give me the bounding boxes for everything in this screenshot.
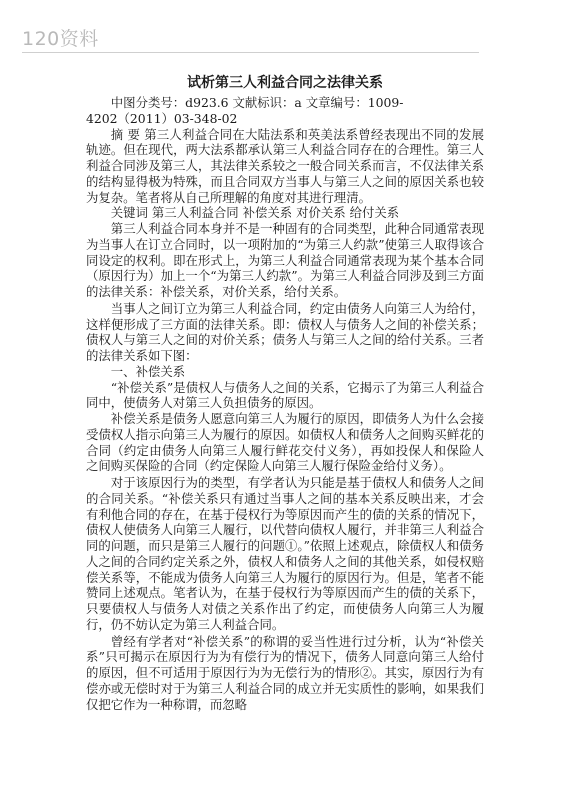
document-page	[86, 74, 484, 712]
keywords-paragraph: 关键词 第三人利益合同 补偿关系 对价关系 给付关系	[110, 205, 400, 221]
body-paragraph: 曾经有学者对“补偿关系”的称谓的妥当性进行过分析，认为“补偿关系”只可揭示在原因行为为有偿行为的情况下，债务人同意向第三人给付的原因，但不可适用于原因行为为无偿行为的情形②。其实，原因行为有偿亦或无偿时对于为第三人利益合同的成立并无实质性的影响，如果我们仅把它作为一种称谓，而忽略	[86, 633, 484, 712]
site-brand-logo: 120资料	[22, 28, 99, 50]
article-meta-line-1: 中图分类号：d923.6 文献标识：a 文章编号：1009-	[110, 95, 404, 110]
body-paragraph: 补偿关系是债务人愿意向第三人为履行的原因，即债务人为什么会接受债权人指示向第三人为履行的原因。如债权人和债务人之间购买鲜花的合同（约定由债务人向第三人履行鲜花交付义务），再如投保人和保险人之间购买保险的合同（约定保险人向第三人履行保险金给付义务）。	[86, 411, 484, 474]
article-title: 试析第三人利益合同之法律关系	[187, 75, 383, 91]
body-paragraph: “补偿关系”是债权人与债务人之间的关系，它揭示了为第三人利益合同中，使债务人对第三人负担债务的原因。	[86, 379, 484, 411]
article-meta-line-2: 4202（2011）03-348-02	[86, 110, 238, 126]
section-heading: 一、补偿关系	[110, 363, 186, 379]
body-paragraph: 第三人利益合同本身并不是一种固有的合同类型，此种合同通常表现为当事人在订立合同时，以一项附加的“为第三人约款”使第三人取得该合同设定的权利。即在形式上，为第三人利益合同通常表现为某个基本合同（原因行为）加上一个“为第三人约款”。为第三人利益合同涉及到三方面的法律关系：补偿关系，对价关系，给付关系。	[86, 221, 484, 299]
body-paragraph: 对于该原因行为的类型，有学者认为只能是基于债权人和债务人之间的合同关系。“补偿关系只有通过当事人之间的基本关系反映出来，才会有利他合同的存在，在基于侵权行为等原因而产生的债的关系的情况下，债权人使债务人向第三人履行，以代替向债权人履行，并非第三人利益合同的问题，而只是第三人履行的问题①。”依照上述观点，除债权人和债务人之间的合同约定关系之外，债权人和债务人之间的其他关系，如侵权赔偿关系等，不能成为债务人向第三人为履行的原因行为。但是，笔者不能赞同上述观点。笔者认为，在基于侵权行为等原因而产生的债的关系下，只要债权人与债务人对债之关系作出了约定，而使债务人向第三人为履行，仍不妨认定为第三人利益合同。	[86, 475, 484, 632]
abstract-paragraph: 摘 要 第三人利益合同在大陆法系和英美法系曾经表现出不同的发展轨迹。但在现代，两大法系都承认第三人利益合同存在的合理性。第三人利益合同涉及第三人，其法律关系较之一般合同关系而言，不仅法律关系的结构显得极为特殊，而且合同双方当事人与第三人之间的原因关系也较为复杂。笔者将从自己所理解的角度对其进行理清。	[86, 126, 484, 205]
header-divider	[22, 52, 479, 53]
body-paragraph: 当事人之间订立为第三人利益合同，约定由债务人向第三人为给付，这样便形成了三方面的法律关系。即：债权人与债务人之间的补偿关系；债权人与第三人之间的对价关系；债务人与第三人之间的给付关系。三者的法律关系如下图：	[86, 300, 484, 363]
